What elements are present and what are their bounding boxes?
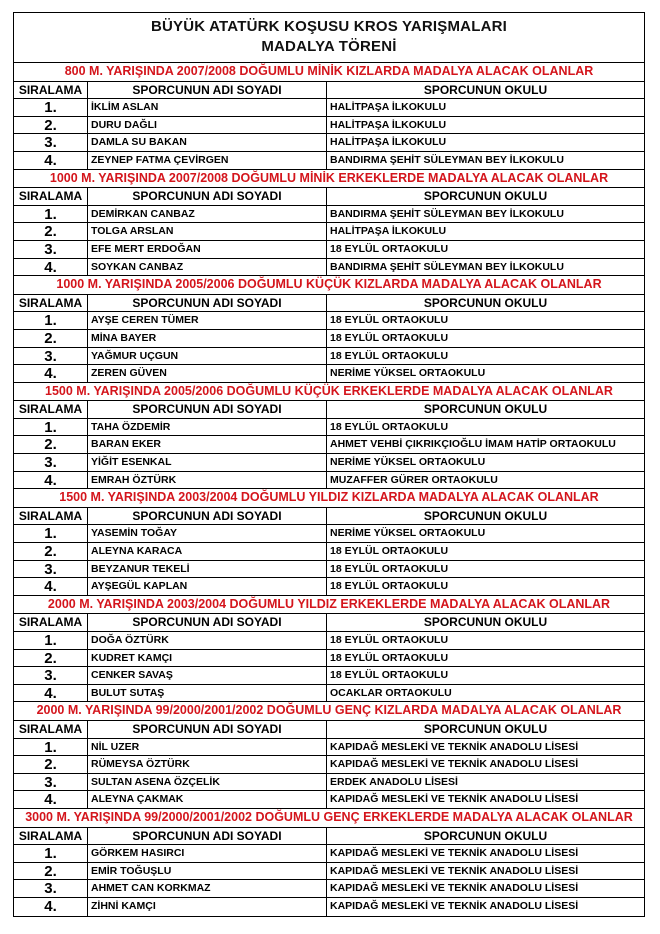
school-cell: KAPIDAĞ MESLEKİ VE TEKNİK ANADOLU LİSESİ (330, 847, 579, 860)
column-header-rank: SIRALAMA (14, 401, 88, 418)
table-row (14, 117, 644, 135)
column-header-name: SPORCUNUN ADI SOYADI (88, 828, 327, 845)
athlete-name-cell: YAĞMUR UÇGUN (88, 348, 327, 365)
athlete-name-cell: SOYKAN CANBAZ (88, 259, 327, 276)
table-row (14, 223, 644, 241)
rank-cell: 2. (14, 436, 88, 453)
rank-cell: 4. (14, 685, 88, 702)
rank-cell: 3. (14, 241, 88, 258)
column-header-name: SPORCUNUN ADI SOYADI (88, 614, 327, 631)
rank-cell: 3. (14, 561, 88, 578)
school-cell: 18 EYLÜL ORTAOKULU (330, 349, 449, 362)
rank-cell: 3. (14, 454, 88, 471)
school-cell: NERİME YÜKSEL ORTAOKULU (330, 367, 486, 380)
race-header: 2000 M. YARIŞINDA 99/2000/2001/2002 DOĞUMLU GENÇ KIZLARDA MADALYA ALACAK OLANLAR (14, 702, 644, 721)
column-header-row (14, 614, 644, 632)
column-header-row (14, 508, 644, 526)
table-row (14, 472, 644, 490)
school-cell: 18 EYLÜL ORTAOKULU (330, 634, 449, 646)
rank-cell: 4. (14, 259, 88, 276)
table-row (14, 436, 644, 454)
school-cell: HALİTPAŞA İLKOKULU (330, 118, 447, 131)
rank-cell: 4. (14, 898, 88, 916)
table-row (14, 454, 644, 472)
school-cell: 18 EYLÜL ORTAOKULU (330, 242, 449, 255)
athlete-name-cell: ZEYNEP FATMA ÇEVİRGEN (88, 152, 327, 169)
athlete-name-cell: RÜMEYSA ÖZTÜRK (88, 756, 327, 773)
rank-cell: 1. (14, 206, 88, 223)
table-row (14, 632, 644, 650)
column-header-row (14, 401, 644, 419)
table-row (14, 134, 644, 152)
column-header-rank: SIRALAMA (14, 828, 88, 845)
column-header-row (14, 828, 644, 846)
column-header-school: SPORCUNUN OKULU (423, 615, 548, 630)
column-header-school: SPORCUNUN OKULU (423, 721, 548, 736)
school-cell: KAPIDAĞ MESLEKİ VE TEKNİK ANADOLU LİSESİ (330, 899, 579, 912)
rank-cell: 1. (14, 845, 88, 862)
athlete-name-cell: DURU DAĞLI (88, 117, 327, 134)
race-block (14, 702, 644, 809)
school-cell: MUZAFFER GÜRER ORTAOKULU (330, 473, 498, 486)
column-header-row (14, 82, 644, 100)
race-block (14, 170, 644, 277)
column-header-school: SPORCUNUN OKULU (423, 189, 548, 204)
rank-cell: 2. (14, 330, 88, 347)
column-header-rank: SIRALAMA (14, 82, 88, 99)
school-cell: HALİTPAŞA İLKOKULU (330, 136, 447, 149)
school-cell: 18 EYLÜL ORTAOKULU (330, 580, 449, 593)
rank-cell: 3. (14, 348, 88, 365)
race-block (14, 63, 644, 170)
table-row (14, 561, 644, 579)
table-row (14, 259, 644, 277)
athlete-name-cell: DOĞA ÖZTÜRK (88, 632, 327, 649)
race-header: 1000 M. YARIŞINDA 2005/2006 DOĞUMLU KÜÇÜK KIZLARDA MADALYA ALACAK OLANLAR (14, 276, 644, 295)
race-block (14, 276, 644, 383)
athlete-name-cell: GÖRKEM HASIRCI (88, 845, 327, 862)
race-header: 1000 M. YARIŞINDA 2007/2008 DOĞUMLU MİNİK ERKEKLERDE MADALYA ALACAK OLANLAR (14, 170, 644, 189)
rank-cell: 2. (14, 543, 88, 560)
school-cell: AHMET VEHBİ ÇIKRIKÇIOĞLU İMAM HATİP ORTAOKULU (330, 438, 616, 451)
athlete-name-cell: BEYZANUR TEKELİ (88, 561, 327, 578)
table-row (14, 791, 644, 809)
athlete-name-cell: ZEREN GÜVEN (88, 365, 327, 382)
race-header: 1500 M. YARIŞINDA 2003/2004 DOĞUMLU YILDIZ KIZLARDA MADALYA ALACAK OLANLAR (14, 489, 644, 508)
school-cell: KAPIDAĞ MESLEKİ VE TEKNİK ANADOLU LİSESİ (330, 793, 579, 806)
column-header-name: SPORCUNUN ADI SOYADI (88, 188, 327, 205)
race-list (14, 63, 644, 916)
school-cell: KAPIDAĞ MESLEKİ VE TEKNİK ANADOLU LİSESİ (330, 882, 579, 895)
medal-ceremony-table (13, 12, 645, 917)
table-row (14, 152, 644, 170)
table-row (14, 419, 644, 437)
table-row (14, 685, 644, 703)
athlete-name-cell: ZİHNİ KAMÇI (88, 898, 327, 916)
school-cell: 18 EYLÜL ORTAOKULU (330, 562, 449, 575)
school-cell: KAPIDAĞ MESLEKİ VE TEKNİK ANADOLU LİSESİ (330, 864, 579, 877)
athlete-name-cell: TOLGA ARSLAN (88, 223, 327, 240)
athlete-name-cell: EFE MERT ERDOĞAN (88, 241, 327, 258)
table-row (14, 241, 644, 259)
race-block (14, 489, 644, 596)
athlete-name-cell: SULTAN ASENA ÖZÇELİK (88, 774, 327, 791)
table-row (14, 330, 644, 348)
athlete-name-cell: AYŞEGÜL KAPLAN (88, 578, 327, 595)
table-row (14, 543, 644, 561)
title-line-1: BÜYÜK ATATÜRK KOŞUSU KROS YARIŞMALARI (150, 18, 508, 35)
race-header: 2000 M. YARIŞINDA 2003/2004 DOĞUMLU YILDIZ ERKEKLERDE MADALYA ALACAK OLANLAR (14, 596, 644, 615)
athlete-name-cell: AHMET CAN KORKMAZ (88, 880, 327, 897)
athlete-name-cell: DEMİRKAN CANBAZ (88, 206, 327, 223)
column-header-rank: SIRALAMA (14, 188, 88, 205)
column-header-rank: SIRALAMA (14, 614, 88, 631)
rank-cell: 3. (14, 667, 88, 684)
school-cell: 18 EYLÜL ORTAOKULU (330, 314, 449, 327)
race-header: 3000 M. YARIŞINDA 99/2000/2001/2002 DOĞUMLU GENÇ ERKEKLERDE MADALYA ALACAK OLANLAR (14, 809, 644, 828)
athlete-name-cell: TAHA ÖZDEMİR (88, 419, 327, 436)
race-block (14, 809, 644, 916)
rank-cell: 4. (14, 578, 88, 595)
athlete-name-cell: NİL UZER (88, 739, 327, 756)
school-cell: 18 EYLÜL ORTAOKULU (330, 331, 449, 344)
school-cell: BANDIRMA ŞEHİT SÜLEYMAN BEY İLKOKULU (330, 153, 564, 166)
table-row (14, 365, 644, 383)
rank-cell: 1. (14, 632, 88, 649)
document-title (14, 13, 644, 63)
column-header-school: SPORCUNUN OKULU (423, 402, 548, 417)
rank-cell: 1. (14, 739, 88, 756)
table-row (14, 348, 644, 366)
rank-cell: 4. (14, 791, 88, 808)
table-row (14, 99, 644, 117)
column-header-name: SPORCUNUN ADI SOYADI (88, 82, 327, 99)
table-row (14, 774, 644, 792)
rank-cell: 2. (14, 863, 88, 880)
table-row (14, 578, 644, 596)
table-row (14, 739, 644, 757)
column-header-row (14, 721, 644, 739)
rank-cell: 1. (14, 419, 88, 436)
school-cell: NERİME YÜKSEL ORTAOKULU (330, 456, 486, 469)
column-header-rank: SIRALAMA (14, 508, 88, 525)
race-block (14, 596, 644, 703)
school-cell: 18 EYLÜL ORTAOKULU (330, 669, 449, 682)
rank-cell: 4. (14, 472, 88, 489)
race-header: 1500 M. YARIŞINDA 2005/2006 DOĞUMLU KÜÇÜK ERKEKLERDE MADALYA ALACAK OLANLAR (14, 383, 644, 402)
table-row (14, 667, 644, 685)
rank-cell: 3. (14, 880, 88, 897)
table-row (14, 650, 644, 668)
school-cell: OCAKLAR ORTAOKULU (330, 686, 452, 699)
athlete-name-cell: BULUT SUTAŞ (88, 685, 327, 702)
school-cell: HALİTPAŞA İLKOKULU (330, 225, 447, 238)
column-header-name: SPORCUNUN ADI SOYADI (88, 295, 327, 312)
column-header-row (14, 295, 644, 313)
table-row (14, 756, 644, 774)
rank-cell: 3. (14, 134, 88, 151)
school-cell: ERDEK ANADOLU LİSESİ (330, 775, 458, 788)
column-header-school: SPORCUNUN OKULU (423, 828, 548, 843)
athlete-name-cell: EMİR TOĞUŞLU (88, 863, 327, 880)
column-header-rank: SIRALAMA (14, 295, 88, 312)
athlete-name-cell: EMRAH ÖZTÜRK (88, 472, 327, 489)
rank-cell: 1. (14, 99, 88, 116)
column-header-name: SPORCUNUN ADI SOYADI (88, 508, 327, 525)
race-block (14, 383, 644, 490)
school-cell: 18 EYLÜL ORTAOKULU (330, 545, 449, 558)
rank-cell: 2. (14, 117, 88, 134)
school-cell: KAPIDAĞ MESLEKİ VE TEKNİK ANADOLU LİSESİ (330, 740, 579, 753)
athlete-name-cell: ALEYNA KARACA (88, 543, 327, 560)
rank-cell: 3. (14, 774, 88, 791)
school-cell: BANDIRMA ŞEHİT SÜLEYMAN BEY İLKOKULU (330, 207, 564, 220)
rank-cell: 2. (14, 223, 88, 240)
school-cell: NERİME YÜKSEL ORTAOKULU (330, 527, 486, 540)
athlete-name-cell: CENKER SAVAŞ (88, 667, 327, 684)
table-row (14, 206, 644, 224)
table-row (14, 312, 644, 330)
column-header-school: SPORCUNUN OKULU (423, 82, 548, 97)
column-header-name: SPORCUNUN ADI SOYADI (88, 401, 327, 418)
rank-cell: 2. (14, 756, 88, 773)
athlete-name-cell: AYŞE CEREN TÜMER (88, 312, 327, 329)
table-row (14, 525, 644, 543)
table-row (14, 898, 644, 916)
rank-cell: 4. (14, 152, 88, 169)
rank-cell: 1. (14, 525, 88, 542)
athlete-name-cell: MİNA BAYER (88, 330, 327, 347)
athlete-name-cell: BARAN EKER (88, 436, 327, 453)
column-header-rank: SIRALAMA (14, 721, 88, 738)
race-header: 800 M. YARIŞINDA 2007/2008 DOĞUMLU MİNİK KIZLARDA MADALYA ALACAK OLANLAR (14, 63, 644, 82)
title-line-2: MADALYA TÖRENİ (261, 38, 397, 55)
school-cell: KAPIDAĞ MESLEKİ VE TEKNİK ANADOLU LİSESİ (330, 758, 579, 771)
column-header-school: SPORCUNUN OKULU (423, 295, 548, 310)
table-row (14, 845, 644, 863)
rank-cell: 1. (14, 312, 88, 329)
athlete-name-cell: YASEMİN TOĞAY (88, 525, 327, 542)
athlete-name-cell: ALEYNA ÇAKMAK (88, 791, 327, 808)
school-cell: 18 EYLÜL ORTAOKULU (330, 420, 449, 433)
school-cell: 18 EYLÜL ORTAOKULU (330, 651, 449, 664)
rank-cell: 2. (14, 650, 88, 667)
athlete-name-cell: DAMLA SU BAKAN (88, 134, 327, 151)
athlete-name-cell: YİĞİT ESENKAL (88, 454, 327, 471)
rank-cell: 4. (14, 365, 88, 382)
column-header-name: SPORCUNUN ADI SOYADI (88, 721, 327, 738)
athlete-name-cell: KUDRET KAMÇI (88, 650, 327, 667)
school-cell: HALİTPAŞA İLKOKULU (330, 101, 447, 114)
column-header-school: SPORCUNUN OKULU (423, 508, 548, 523)
table-row (14, 863, 644, 881)
school-cell: BANDIRMA ŞEHİT SÜLEYMAN BEY İLKOKULU (330, 260, 564, 273)
athlete-name-cell: İKLİM ASLAN (88, 99, 327, 116)
table-row (14, 880, 644, 898)
column-header-row (14, 188, 644, 206)
